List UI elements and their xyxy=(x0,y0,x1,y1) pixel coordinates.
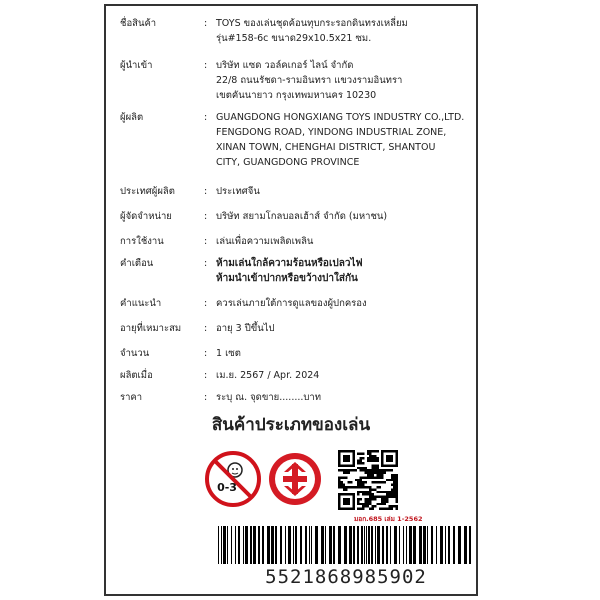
row-value-line: ห้ามเล่นใกล้ความร้อนหรือเปลวไฟ xyxy=(216,258,363,269)
row-value-line: ระบุ ณ. จุดขาย........บาท xyxy=(216,392,322,403)
row-value-line: เม.ย. 2567 / Apr. 2024 xyxy=(216,370,320,381)
row-value-line: ประเทศจีน xyxy=(216,186,260,197)
age-warning-text: 0-3 xyxy=(217,481,237,494)
row-label: ผู้นำเข้า xyxy=(120,60,153,71)
row-label: ชื่อสินค้า xyxy=(120,18,157,29)
product-label xyxy=(104,4,478,596)
row-label: ประเทศผู้ผลิต xyxy=(120,186,175,197)
row-value-line: FENGDONG ROAD, YINDONG INDUSTRIAL ZONE, xyxy=(216,127,447,138)
row-colon: : xyxy=(204,323,208,334)
row-label: ผลิตเมื่อ xyxy=(120,370,153,381)
row-value-line: ห้ามนำเข้าปากหรือขว้างปาใส่กัน xyxy=(216,273,358,284)
row-colon: : xyxy=(204,112,208,123)
row-label: จำนวน xyxy=(120,348,150,359)
barcode xyxy=(214,526,474,564)
row-value xyxy=(216,110,474,170)
row-label: ผู้จัดจำหน่าย xyxy=(120,211,172,222)
row-colon: : xyxy=(204,18,208,29)
row-colon: : xyxy=(204,348,208,359)
tis-standard-mark-icon xyxy=(266,450,324,512)
row-value-line: CITY, GUANGDONG PROVINCE xyxy=(216,157,360,168)
qr-code-icon xyxy=(338,450,398,514)
row-value xyxy=(216,184,474,199)
row-value-line: บริษัท สยามโกลบอลเฮ้าส์ จำกัด (มหาชน) xyxy=(216,211,388,222)
row-colon: : xyxy=(204,370,208,381)
row-value-line: เขตคันนายาว กรุงเทพมหานคร 10230 xyxy=(216,90,377,101)
row-value xyxy=(216,256,474,286)
row-value xyxy=(216,16,474,46)
row-value xyxy=(216,58,474,103)
product-type-title: สินค้าประเภทของเล่น xyxy=(211,415,371,435)
row-value-line: บริษัท แซด วอล์คเกอร์ ไลน์ จำกัด xyxy=(216,60,354,71)
row-colon: : xyxy=(204,298,208,309)
row-colon: : xyxy=(204,186,208,197)
barcode-number: 5521868985902 xyxy=(265,566,427,588)
row-value xyxy=(216,234,474,249)
row-label: คำแนะนำ xyxy=(120,298,162,309)
row-colon: : xyxy=(204,211,208,222)
row-value xyxy=(216,321,474,336)
row-value-line: TOYS ของเล่นชุดค้อนทุบกระรอกดินทรงเหลี่ยม xyxy=(216,18,408,29)
row-colon: : xyxy=(204,60,208,71)
row-label: ราคา xyxy=(120,392,143,403)
row-colon: : xyxy=(204,258,208,269)
row-value-line: GUANGDONG HONGXIANG TOYS INDUSTRY CO.,LTD. xyxy=(216,112,465,123)
row-value-line: ควรเล่นภายใต้การดูแลของผู้ปกครอง xyxy=(216,298,367,309)
row-value xyxy=(216,209,474,224)
row-value-line: 22/8 ถนนรัชดา-รามอินทรา แขวงรามอินทรา xyxy=(216,75,403,86)
row-colon: : xyxy=(204,236,208,247)
row-label: การใช้งาน xyxy=(120,236,164,247)
tis-caption: มอก.685 เล่ม 1-2562 xyxy=(354,515,423,523)
row-label: อายุที่เหมาะสม xyxy=(120,323,182,334)
no-under-3-icon xyxy=(204,450,262,512)
row-value-line: เล่นเพื่อความเพลิดเพลิน xyxy=(216,236,314,247)
row-value-line: XINAN TOWN, CHENGHAI DISTRICT, SHANTOU xyxy=(216,142,436,153)
row-value xyxy=(216,296,474,311)
row-value-line: อายุ 3 ปีขึ้นไป xyxy=(216,323,275,334)
row-colon: : xyxy=(204,392,208,403)
row-value-line: รุ่น#158-6c ขนาด29x10.5x21 ซม. xyxy=(216,33,372,44)
row-value xyxy=(216,390,474,405)
row-label: คำเตือน xyxy=(120,258,154,269)
row-value-line: 1 เซต xyxy=(216,348,241,359)
row-value xyxy=(216,346,474,361)
row-label: ผู้ผลิต xyxy=(120,112,144,123)
row-value xyxy=(216,368,474,383)
